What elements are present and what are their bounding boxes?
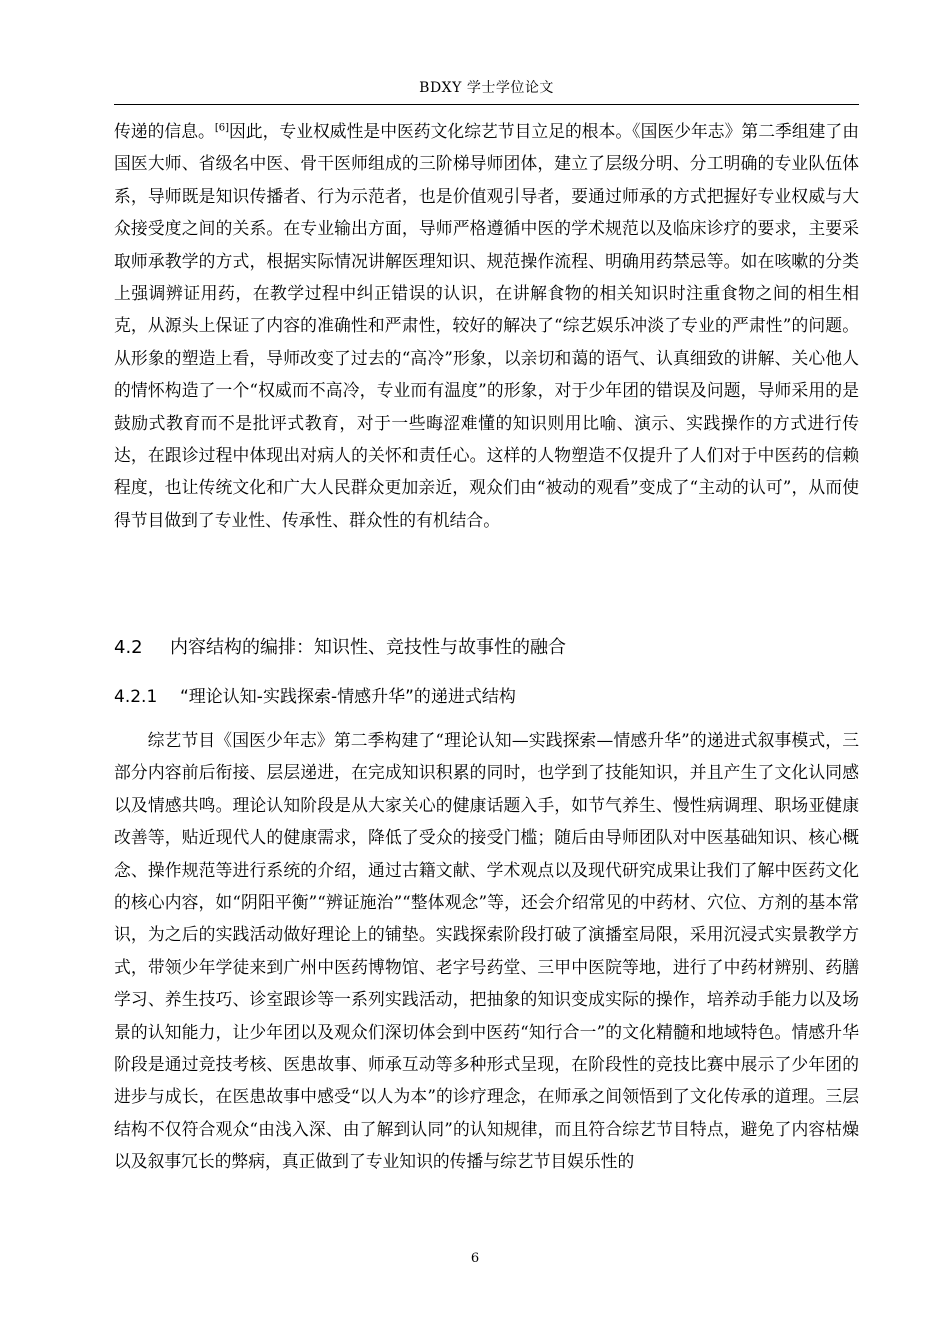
page-number: 6	[470, 1251, 480, 1266]
paragraph-text	[114, 115, 859, 536]
paragraph-professional-authority	[114, 115, 859, 536]
section-heading-4-2	[114, 632, 566, 664]
paragraph-text-rest: 因此，专业权威性是中医药文化综艺节目立足的根本。《国医少年志》第二季组建了由国医大师、省级名中医、骨干医师组成的三阶梯导师团体，建立了层级分明、分工明确的专业队伍体系，导师既是知识传播者、行为示范者，也是价值观引导者，要通过师承的方式把握好专业权威与大众接受度之间的关系。在专业输出方面，导师严格遵循中医的学术规范以及临床诊疗的要求，主要采取师承教学的方式，根据实际情况讲解医理知识、规范操作流程、明确用药禁忌等。如在咳嗽的分类上强调辨证用药，在教学过程中纠正错误的认识，在讲解食物的相关知识时注重食物之间的相生相克，从源头上保证了内容的准确性和严肃性，较好的解决了“综艺娱乐冲淡了专业的严肃性”的问题。从形象的塑造上看，导师改变了过去的“高冷”形象，以亲切和蔼的语气、认真细致的讲解、关心他人的情怀构造了一个“权威而不高冷，专业而有温度”的形象，对于少年团的错误及问题，导师采用的是鼓励式教育而不是批评式教育，对于一些晦涩难懂的知识则用比喻、演示、实践操作的方式进行传达，在跟诊过程中体现出对病人的关怀和责任心。这样的人物塑造不仅提升了人们对于中医药的信赖程度，也让传统文化和广大人民群众更加亲近，观众们由“被动的观看”变成了“主动的认可”，从而使得节目做到了专业性、传承性、群众性的有机结合。	[114, 121, 859, 530]
paragraph-text-start: 传递的信息。	[114, 121, 215, 141]
section-number: 4.2	[114, 637, 143, 658]
running-header: BDXY 学士学位论文	[419, 80, 554, 96]
header-divider	[114, 104, 859, 105]
paragraph-text: 综艺节目《国医少年志》第二季构建了“理论认知—实践探索—情感升华”的递进式叙事模式，三部分内容前后衔接、层层递进，在完成知识积累的同时，也学到了技能知识，并且产生了文化认同感以及情感共鸣。理论认知阶段是从大家关心的健康话题入手，如节气养生、慢性病调理、职场亚健康改善等，贴近现代人的健康需求，降低了受众的接受门槛；随后由导师团队对中医基础知识、核心概念、操作规范等进行系统的介绍，通过古籍文献、学术观点以及现代研究成果让我们了解中医药文化的核心内容，如“阴阳平衡”“辨证施治”“整体观念”等，还会介绍常见的中药材、穴位、方剂的基本常识，为之后的实践活动做好理论上的铺垫。实践探索阶段打破了演播室局限，采用沉浸式实景教学方式，带领少年学徒来到广州中医药博物馆、老字号药堂、三甲中医院等地，进行了中药材辨别、药膳学习、养生技巧、诊室跟诊等一系列实践活动，把抽象的知识变成实际的操作，培养动手能力以及场景的认知能力，让少年团以及观众们深切体会到中医药“知行合一”的文化精髓和地域特色。情感升华阶段是通过竞技考核、医患故事、师承互动等多种形式呈现，在阶段性的竞技比赛中展示了少年团的进步与成长，在医患故事中感受“以人为本”的诊疗理念，在师承之间领悟到了文化传承的道理。三层结构不仅符合观众“由浅入深、由了解到认同”的认知规律，而且符合综艺节目特点，避免了内容枯燥以及叙事冗长的弊病，真正做到了专业知识的传播与综艺节目娱乐性的	[114, 730, 859, 1172]
section-title: 内容结构的编排：知识性、竞技性与故事性的融合	[170, 637, 566, 658]
subsection-title: “理论认知-实践探索-情感升华”的递进式结构	[180, 687, 516, 707]
subsection-heading-4-2-1	[114, 682, 516, 712]
citation-reference[interactable]: [6]	[214, 122, 229, 134]
subsection-number: 4.2.1	[114, 687, 158, 707]
paragraph-progressive-structure	[114, 724, 859, 1178]
